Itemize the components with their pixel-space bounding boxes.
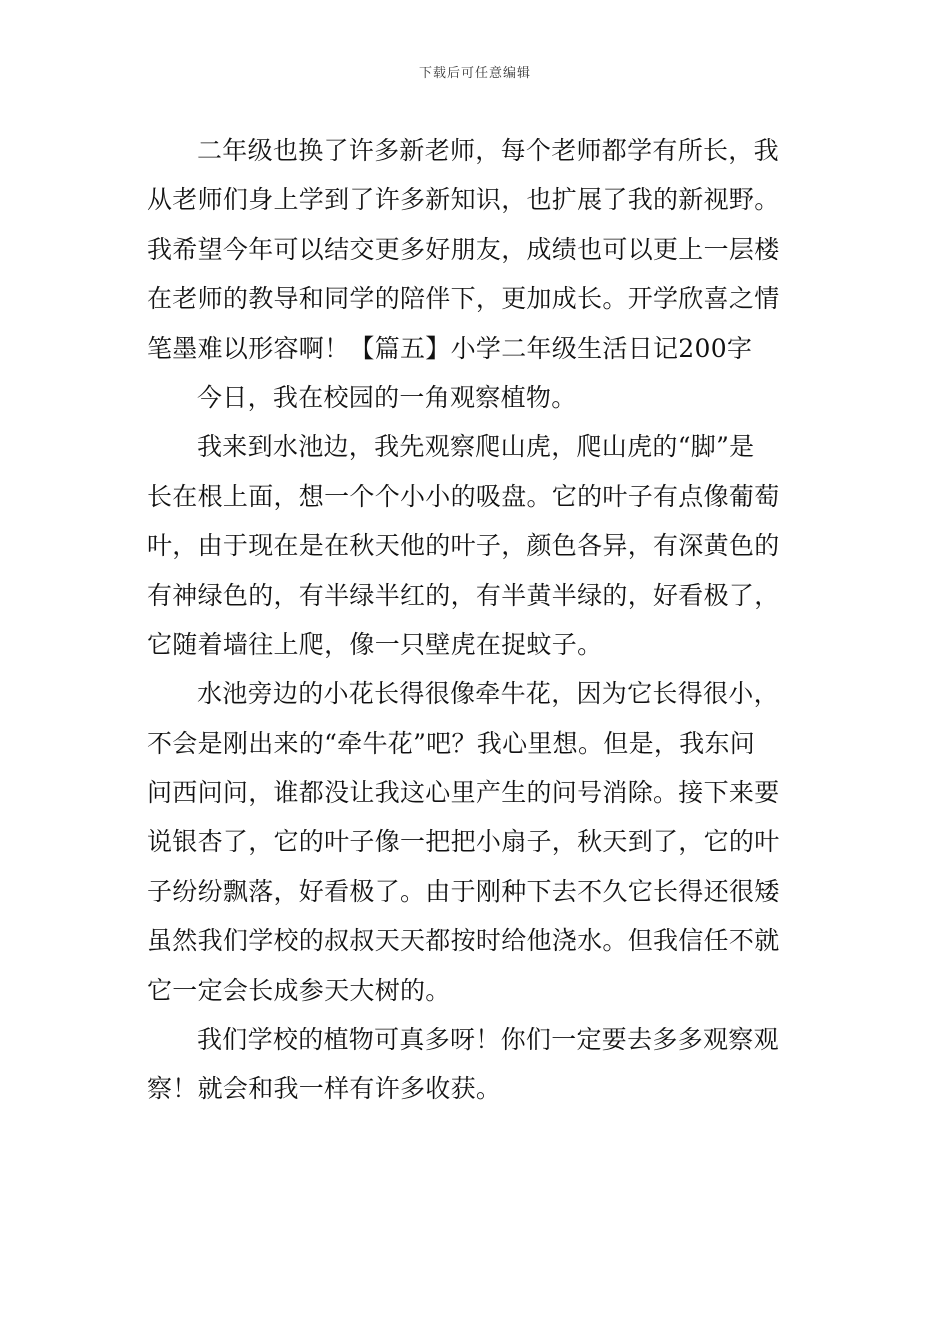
document-body xyxy=(147,126,807,1114)
text-line: 从老师们身上学到了许多新知识，也扩展了我的新视野。 xyxy=(147,185,780,215)
page-header: 下载后可任意编辑 xyxy=(418,66,531,81)
text-line: 子纷纷飘落，好看极了。由于刚种下去不久它长得还很矮 xyxy=(147,876,780,906)
text-line: 有神绿色的，有半绿半红的，有半黄半绿的，好看极了， xyxy=(147,580,780,610)
text-line: 它随着墙往上爬，像一只壁虎在捉蚊子。 xyxy=(147,629,603,659)
text-line: 叶，由于现在是在秋天他的叶子，颜色各异，有深黄色的 xyxy=(147,531,780,561)
text-line: 在老师的教导和同学的陪伴下，更加成长。开学欣喜之情 xyxy=(147,284,780,314)
text-line: 说银杏了，它的叶子像一把把小扇子，秋天到了，它的叶 xyxy=(147,827,780,857)
text-line: 我们学校的植物可真多呀！你们一定要去多多观察观 xyxy=(197,1025,779,1055)
text-line: 我来到水池边，我先观察爬山虎，爬山虎的“脚”是 xyxy=(197,432,755,462)
text-line: 虽然我们学校的叔叔天天都按时给他浇水。但我信任不就 xyxy=(147,926,780,956)
text-line: 今日，我在校园的一角观察植物。 xyxy=(197,382,577,412)
text-line: 笔墨难以形容啊！【篇五】小学二年级生活日记200字 xyxy=(147,333,753,363)
text-line: 问西问问，谁都没让我这心里产生的问号消除。接下来要 xyxy=(147,778,780,808)
text-line: 不会是刚出来的“牵牛花”吧？我心里想。但是，我东问 xyxy=(147,728,756,758)
text-line: 水池旁边的小花长得很像牵牛花，因为它长得很小， xyxy=(197,679,779,709)
text-line: 二年级也换了许多新老师，每个老师都学有所长，我 xyxy=(197,136,779,165)
text-line: 察！就会和我一样有许多收获。 xyxy=(147,1074,502,1104)
text-line: 我希望今年可以结交更多好朋友，成绩也可以更上一层楼 xyxy=(147,234,780,264)
text-line: 长在根上面，想一个个小小的吸盘。它的叶子有点像葡萄 xyxy=(147,481,780,511)
text-line: 它一定会长成参天大树的。 xyxy=(147,975,451,1005)
